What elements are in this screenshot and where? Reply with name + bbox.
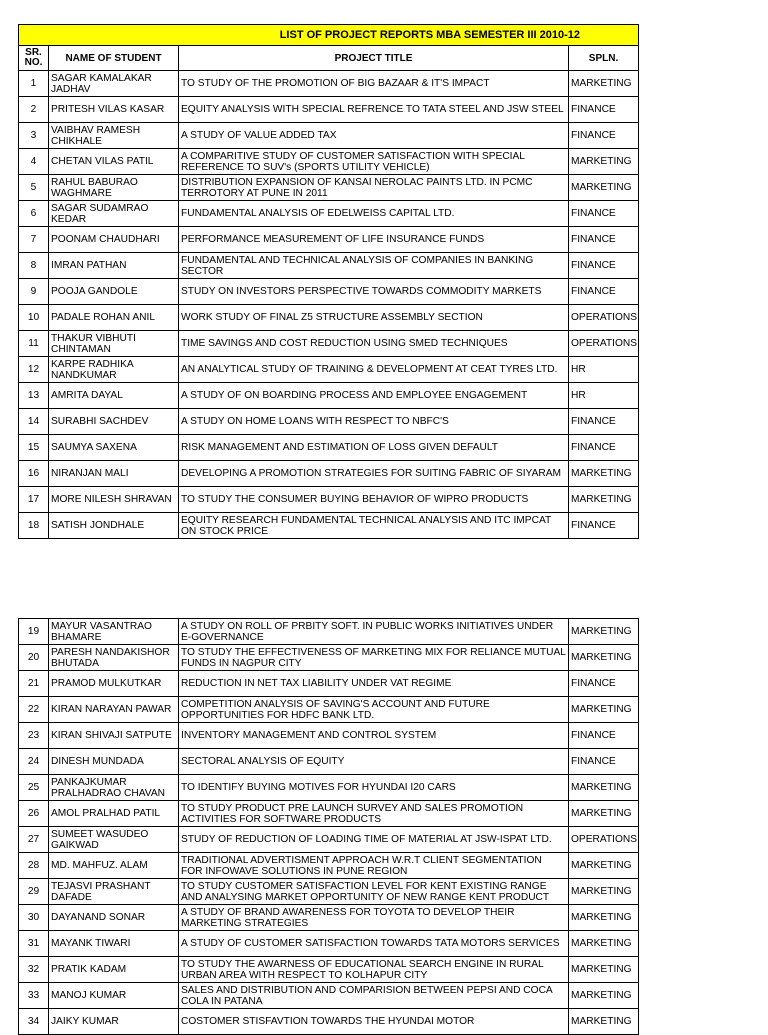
table-row (19, 983, 639, 1009)
row-number: 9 (19, 279, 49, 305)
row-number: 17 (19, 487, 49, 513)
table-row (19, 71, 639, 97)
specialization: FINANCE (569, 513, 639, 539)
student-name: SAGAR SUDAMRAO KEDAR (49, 201, 179, 227)
row-number: 19 (19, 619, 49, 645)
specialization: OPERATIONS (569, 827, 639, 853)
row-number: 1 (19, 71, 49, 97)
project-title: TO STUDY PRODUCT PRE LAUNCH SURVEY AND SALES PROMOTION ACTIVITIES FOR SOFTWARE PRODUCTS (179, 801, 569, 827)
specialization: FINANCE (569, 671, 639, 697)
row-number: 32 (19, 957, 49, 983)
header-sr-no: SR. NO. (19, 46, 49, 71)
table-row (19, 383, 639, 409)
table-row (19, 513, 639, 539)
table-row (19, 357, 639, 383)
header-project-title: PROJECT TITLE (179, 46, 569, 71)
student-name: RAHUL BABURAO WAGHMARE (49, 175, 179, 201)
project-title: TO IDENTIFY BUYING MOTIVES FOR HYUNDAI I20 CARS (179, 775, 569, 801)
project-title: TIME SAVINGS AND COST REDUCTION USING SMED TECHNIQUES (179, 331, 569, 357)
project-title: SALES AND DISTRIBUTION AND COMPARISION BETWEEN PEPSI AND COCA COLA IN PATANA (179, 983, 569, 1009)
project-title: DEVELOPING A PROMOTION STRATEGIES FOR SUITING FABRIC OF SIYARAM (179, 461, 569, 487)
student-name: SAUMYA SAXENA (49, 435, 179, 461)
row-number: 27 (19, 827, 49, 853)
project-title: TRADITIONAL ADVERTISMENT APPROACH W.R.T CLIENT SEGMENTATION FOR INFOWAVE SOLUTIONS IN PUNE REGION (179, 853, 569, 879)
specialization: HR (569, 357, 639, 383)
row-number: 6 (19, 201, 49, 227)
student-name: POOJA GANDOLE (49, 279, 179, 305)
specialization: FINANCE (569, 123, 639, 149)
specialization: FINANCE (569, 227, 639, 253)
project-title: EQUITY RESEARCH FUNDAMENTAL TECHNICAL ANALYSIS AND ITC IMPCAT ON STOCK PRICE (179, 513, 569, 539)
project-title: TO STUDY CUSTOMER SATISFACTION LEVEL FOR KENT EXISTING RANGE AND ANALYSING MARKET OPPORTUNITY OF NEW RANGE KENT PRODUCT (179, 879, 569, 905)
row-number: 30 (19, 905, 49, 931)
specialization: MARKETING (569, 1009, 639, 1035)
specialization: FINANCE (569, 97, 639, 123)
project-title: A STUDY OF VALUE ADDED TAX (179, 123, 569, 149)
specialization: MARKETING (569, 905, 639, 931)
project-title: COSTOMER STISFAVTION TOWARDS THE HYUNDAI MOTOR (179, 1009, 569, 1035)
student-name: SAGAR KAMALAKAR JADHAV (49, 71, 179, 97)
student-name: DAYANAND SONAR (49, 905, 179, 931)
table-row (19, 487, 639, 513)
table-row (19, 201, 639, 227)
table-row (19, 149, 639, 175)
table-row (19, 435, 639, 461)
row-number: 4 (19, 149, 49, 175)
project-title: TO STUDY OF THE PROMOTION OF BIG BAZAAR & IT'S IMPACT (179, 71, 569, 97)
student-name: KARPE RADHIKA NANDKUMAR (49, 357, 179, 383)
table-row (19, 645, 639, 671)
table-row (19, 227, 639, 253)
project-title: REDUCTION IN NET TAX LIABILITY UNDER VAT REGIME (179, 671, 569, 697)
specialization: FINANCE (569, 749, 639, 775)
project-title: EQUITY ANALYSIS WITH SPECIAL REFRENCE TO TATA STEEL AND JSW STEEL (179, 97, 569, 123)
row-number: 7 (19, 227, 49, 253)
project-title: PERFORMANCE MEASUREMENT OF LIFE INSURANCE FUNDS (179, 227, 569, 253)
student-name: SUMEET WASUDEO GAIKWAD (49, 827, 179, 853)
header-spln: SPLN. (569, 46, 639, 71)
student-name: PRAMOD MULKUTKAR (49, 671, 179, 697)
header-name: NAME OF STUDENT (49, 46, 179, 71)
table-row (19, 175, 639, 201)
project-title: FUNDAMENTAL ANALYSIS OF EDELWEISS CAPITAL LTD. (179, 201, 569, 227)
row-number: 3 (19, 123, 49, 149)
row-number: 11 (19, 331, 49, 357)
project-title: RISK MANAGEMENT AND ESTIMATION OF LOSS GIVEN DEFAULT (179, 435, 569, 461)
student-name: AMRITA DAYAL (49, 383, 179, 409)
specialization: FINANCE (569, 435, 639, 461)
project-title: TO STUDY THE AWARNESS OF EDUCATIONAL SEARCH ENGINE IN RURAL URBAN AREA WITH RESPECT TO KOLHAPUR CITY (179, 957, 569, 983)
row-number: 14 (19, 409, 49, 435)
project-title: A STUDY OF ON BOARDING PROCESS AND EMPLOYEE ENGAGEMENT (179, 383, 569, 409)
table-row (19, 461, 639, 487)
table-row (19, 775, 639, 801)
row-number: 15 (19, 435, 49, 461)
specialization: MARKETING (569, 645, 639, 671)
title-row (19, 25, 639, 46)
table-row (19, 697, 639, 723)
row-number: 5 (19, 175, 49, 201)
student-name: CHETAN VILAS PATIL (49, 149, 179, 175)
row-number: 23 (19, 723, 49, 749)
student-name: VAIBHAV RAMESH CHIKHALE (49, 123, 179, 149)
table-row (19, 749, 639, 775)
table-row (19, 1009, 639, 1035)
student-name: KIRAN SHIVAJI SATPUTE (49, 723, 179, 749)
table-row (19, 279, 639, 305)
row-number: 22 (19, 697, 49, 723)
specialization: MARKETING (569, 879, 639, 905)
student-name: NIRANJAN MALI (49, 461, 179, 487)
row-number: 8 (19, 253, 49, 279)
row-number: 10 (19, 305, 49, 331)
student-name: PADALE ROHAN ANIL (49, 305, 179, 331)
project-title: DISTRIBUTION EXPANSION OF KANSAI NEROLAC PAINTS LTD. IN PCMC TERROTORY AT PUNE IN 2011 (179, 175, 569, 201)
table-row (19, 305, 639, 331)
row-number: 29 (19, 879, 49, 905)
specialization: FINANCE (569, 409, 639, 435)
project-title: FUNDAMENTAL AND TECHNICAL ANALYSIS OF COMPANIES IN BANKING SECTOR (179, 253, 569, 279)
table-row (19, 123, 639, 149)
specialization: MARKETING (569, 71, 639, 97)
table-row (19, 331, 639, 357)
table-row (19, 957, 639, 983)
student-name: MAYUR VASANTRAO BHAMARE (49, 619, 179, 645)
specialization: FINANCE (569, 253, 639, 279)
table-row (19, 879, 639, 905)
row-number: 13 (19, 383, 49, 409)
project-title: COMPETITION ANALYSIS OF SAVING'S ACCOUNT AND FUTURE OPPORTUNITIES FOR HDFC BANK LTD. (179, 697, 569, 723)
specialization: OPERATIONS (569, 305, 639, 331)
student-name: MANOJ KUMAR (49, 983, 179, 1009)
project-title: SECTORAL ANALYSIS OF EQUITY (179, 749, 569, 775)
project-title: STUDY ON INVESTORS PERSPECTIVE TOWARDS COMMODITY MARKETS (179, 279, 569, 305)
student-name: MORE NILESH SHRAVAN (49, 487, 179, 513)
specialization: FINANCE (569, 201, 639, 227)
project-title: TO STUDY THE EFFECTIVENESS OF MARKETING MIX FOR RELIANCE MUTUAL FUNDS IN NAGPUR CITY (179, 645, 569, 671)
specialization: FINANCE (569, 279, 639, 305)
row-number: 12 (19, 357, 49, 383)
student-name: AMOL PRALHAD PATIL (49, 801, 179, 827)
specialization: MARKETING (569, 801, 639, 827)
project-title: A STUDY OF BRAND AWARENESS FOR TOYOTA TO DEVELOP THEIR MARKETING STRATEGIES (179, 905, 569, 931)
row-number: 18 (19, 513, 49, 539)
student-name: DINESH MUNDADA (49, 749, 179, 775)
table-row (19, 619, 639, 645)
project-title: AN ANALYTICAL STUDY OF TRAINING & DEVELOPMENT AT CEAT TYRES LTD. (179, 357, 569, 383)
project-title: STUDY OF REDUCTION OF LOADING TIME OF MATERIAL AT JSW-ISPAT LTD. (179, 827, 569, 853)
project-title: A STUDY ON HOME LOANS WITH RESPECT TO NBFC'S (179, 409, 569, 435)
table-row (19, 97, 639, 123)
project-title: WORK STUDY OF FINAL Z5 STRUCTURE ASSEMBLY SECTION (179, 305, 569, 331)
specialization: OPERATIONS (569, 331, 639, 357)
specialization: MARKETING (569, 487, 639, 513)
table-row (19, 253, 639, 279)
project-title: A COMPARITIVE STUDY OF CUSTOMER SATISFACTION WITH SPECIAL REFERENCE TO SUV's (SPORTS UTILITY VEHICLE) (179, 149, 569, 175)
student-name: MAYANK TIWARI (49, 931, 179, 957)
project-table-part-2 (18, 618, 639, 1035)
project-title: A STUDY OF CUSTOMER SATISFACTION TOWARDS TATA MOTORS SERVICES (179, 931, 569, 957)
table-row (19, 801, 639, 827)
row-number: 24 (19, 749, 49, 775)
specialization: MARKETING (569, 461, 639, 487)
student-name: KIRAN NARAYAN PAWAR (49, 697, 179, 723)
row-number: 21 (19, 671, 49, 697)
student-name: SURABHI SACHDEV (49, 409, 179, 435)
row-number: 16 (19, 461, 49, 487)
table-row (19, 671, 639, 697)
specialization: MARKETING (569, 697, 639, 723)
student-name: POONAM CHAUDHARI (49, 227, 179, 253)
specialization: MARKETING (569, 957, 639, 983)
page-title: LIST OF PROJECT REPORTS MBA SEMESTER III 2010-12 (49, 25, 639, 46)
student-name: JAIKY KUMAR (49, 1009, 179, 1035)
specialization: MARKETING (569, 175, 639, 201)
table-row (19, 723, 639, 749)
student-name: SATISH JONDHALE (49, 513, 179, 539)
table-row (19, 853, 639, 879)
student-name: PARESH NANDAKISHOR BHUTADA (49, 645, 179, 671)
row-number: 31 (19, 931, 49, 957)
row-number: 20 (19, 645, 49, 671)
student-name: TEJASVI PRASHANT DAFADE (49, 879, 179, 905)
row-number: 25 (19, 775, 49, 801)
specialization: MARKETING (569, 931, 639, 957)
header-row (19, 46, 639, 71)
specialization: MARKETING (569, 983, 639, 1009)
row-number: 28 (19, 853, 49, 879)
specialization: HR (569, 383, 639, 409)
student-name: PRATIK KADAM (49, 957, 179, 983)
row-number: 33 (19, 983, 49, 1009)
table-row (19, 905, 639, 931)
row-number: 34 (19, 1009, 49, 1035)
specialization: MARKETING (569, 775, 639, 801)
project-title: A STUDY ON ROLL OF PRBITY SOFT. IN PUBLIC WORKS INITIATIVES UNDER E-GOVERNANCE (179, 619, 569, 645)
student-name: IMRAN PATHAN (49, 253, 179, 279)
project-table-part-1 (18, 24, 639, 539)
specialization: MARKETING (569, 619, 639, 645)
row-number: 26 (19, 801, 49, 827)
specialization: MARKETING (569, 853, 639, 879)
specialization: MARKETING (569, 149, 639, 175)
student-name: PRITESH VILAS KASAR (49, 97, 179, 123)
row-number: 2 (19, 97, 49, 123)
specialization: FINANCE (569, 723, 639, 749)
table-row (19, 827, 639, 853)
project-title: INVENTORY MANAGEMENT AND CONTROL SYSTEM (179, 723, 569, 749)
project-title: TO STUDY THE CONSUMER BUYING BEHAVIOR OF WIPRO PRODUCTS (179, 487, 569, 513)
table-row (19, 409, 639, 435)
student-name: MD. MAHFUZ. ALAM (49, 853, 179, 879)
student-name: PANKAJKUMAR PRALHADRAO CHAVAN (49, 775, 179, 801)
table-row (19, 931, 639, 957)
student-name: THAKUR VIBHUTI CHINTAMAN (49, 331, 179, 357)
